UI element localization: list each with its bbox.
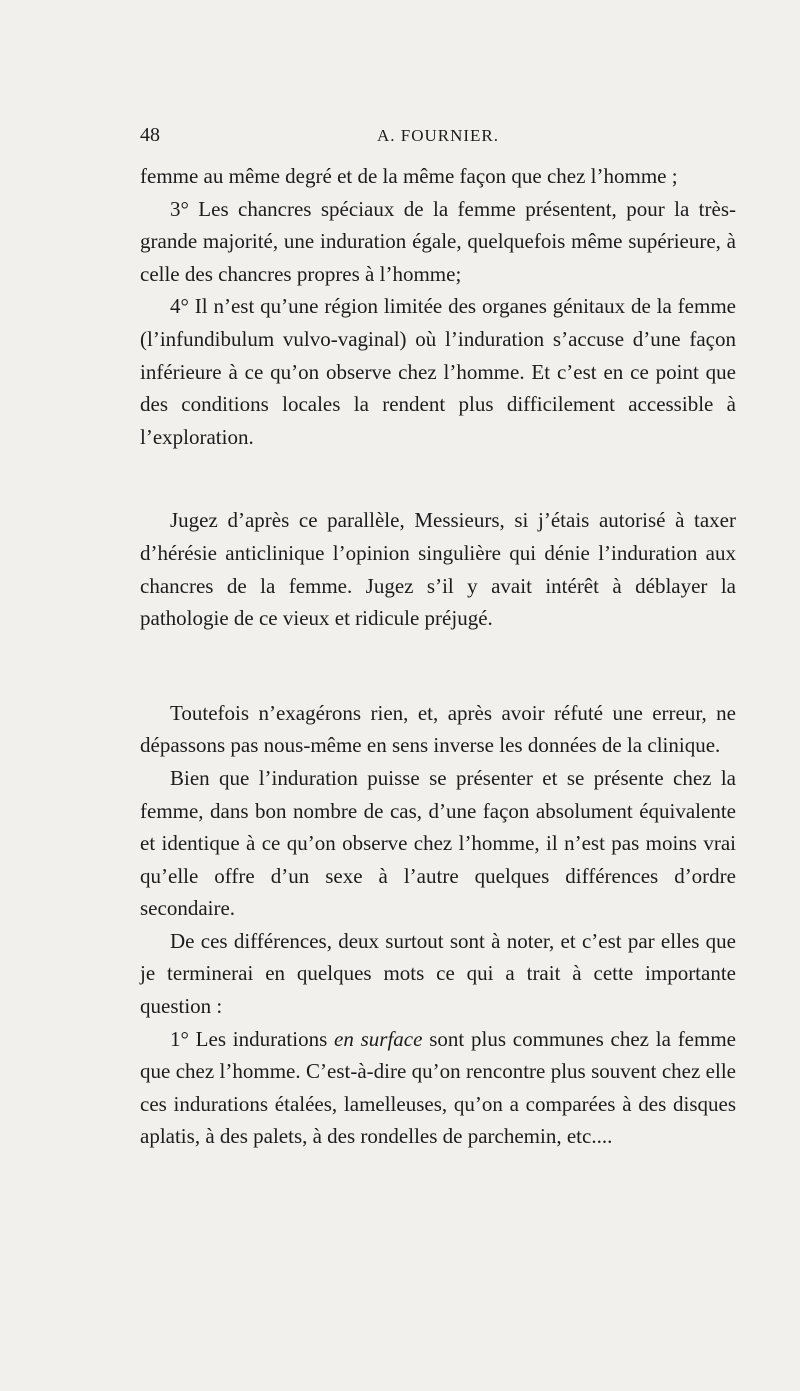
paragraph: Bien que l’induration puisse se présenter et se présente chez la femme, dans bon nombre de cas, d’une façon absolument équivalente et identique à ce qu’on observe chez l’homme, il n’est pas moins vrai qu’elle offre d’un sexe à l’autre quelques différences d’ordre secondaire. <box>140 765 736 921</box>
paragraph-text: 1° Les indurations <box>170 1026 335 1051</box>
body-text <box>140 160 736 1153</box>
paragraph: 4° Il n’est qu’une région limitée des organes génitaux de la femme (l’infundibulum vulvo-vaginal) où l’induration s’accuse d’une façon inférieure à ce qu’on observe chez l’homme. Et c’est en ce point que des conditions locales la rendent plus difficilement accessible à l’exploration. <box>140 294 736 449</box>
paragraph: De ces différences, deux surtout sont à noter, et c’est par elles que je terminerai en quelques mots ce qui a trait à cette importante question : <box>140 928 736 1019</box>
paragraph-text: sont plus communes chez la femme que chez l’homme. C’est-à-dire qu’on rencontre plus souvent chez elle ces indurations étalées, lamelleuses, qu’on a comparées à des disques aplatis, à des palets, à des rondelles de parchemin, etc.... <box>140 1026 736 1149</box>
page-header <box>140 124 736 154</box>
emphasis-text: en surface <box>334 1026 423 1051</box>
paragraph: Toutefois n’exagérons rien, et, après avoir réfuté une erreur, ne dépassons pas nous-même en sens inverse les données de la clinique. <box>140 700 736 758</box>
page-number: 48 <box>140 124 160 146</box>
paragraph: 3° Les chancres spéciaux de la femme présentent, pour la très-grande majorité, une induration égale, quelquefois même supérieure, à celle des chancres propres à l’homme; <box>140 196 736 286</box>
paragraph: Jugez d’après ce parallèle, Messieurs, si j’étais autorisé à taxer d’hérésie anticlinique l’opinion singulière qui dénie l’induration aux chancres de la femme. Jugez s’il y avait intérêt à déblayer la pathologie de ce vieux et ridicule préjugé. <box>140 508 736 631</box>
paragraph <box>140 1023 736 1153</box>
paragraph: femme au même degré et de la même façon que chez l’homme ; <box>140 164 678 188</box>
running-head: A. FOURNIER. <box>376 126 500 145</box>
